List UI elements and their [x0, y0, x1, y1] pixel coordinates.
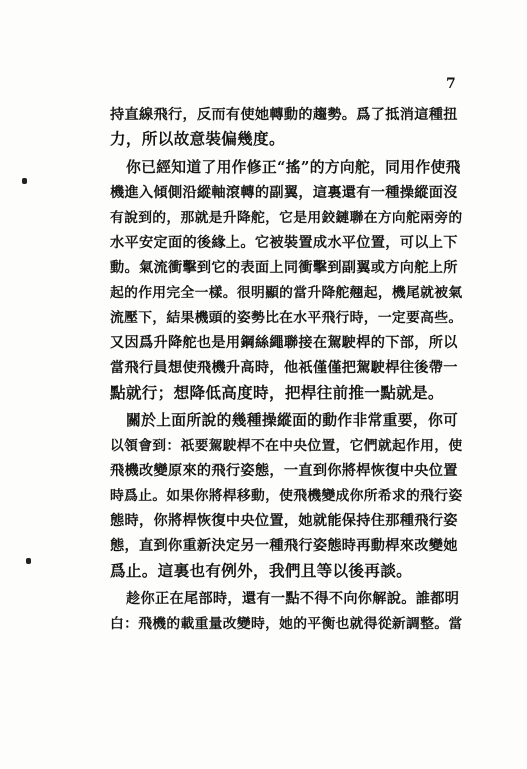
text-line: 點就行；想降低高度時，把桿往前推一點就是。 — [110, 383, 444, 402]
text-line: 趁你正在尾部時，還有一點不得不向你解說。誰都明 — [126, 591, 460, 607]
text-line: 有說到的，那就是升降舵，它是用鉸鏈聯在方向舵兩旁的 — [110, 210, 463, 226]
text-line: 流壓下，結果機頭的姿勢比在水平飛行時，一定要高些。 — [110, 310, 463, 326]
text-line: 你已經知道了用作修正“搖”的方向舵，同用作使飛 — [126, 159, 461, 176]
margin-speck — [26, 558, 31, 564]
text-line: 力，所以故意裝偏幾度。 — [110, 129, 285, 148]
text-line: 水平安定面的後緣上。它被裝置成水平位置，可以上下 — [110, 235, 458, 251]
text-line: 白：飛機的載重量改變時，她的平衡也就得從新調整。當 — [110, 616, 463, 632]
page-number: 7 — [446, 76, 456, 92]
text-line: 持直線飛行，反而有使她轉動的趨勢。爲了抵消這種扭 — [110, 107, 458, 123]
text-line: 起的作用完全一樣。很明顯的當升降舵翹起，機尾就被氣 — [110, 285, 463, 301]
text-line: 關於上面所說的幾種操縱面的動作非常重要，你可 — [126, 412, 459, 429]
text-line: 當飛行員想使飛機升高時，他祇僅僅把駕駛桿往後帶一 — [110, 360, 458, 376]
text-line: 以領會到：祇要駕駛桿不在中央位置，它們就起作用，使 — [110, 438, 463, 454]
text-line: 態，直到你重新決定另一種飛行姿態時再動桿來改變她 — [110, 538, 458, 554]
margin-speck — [22, 178, 27, 184]
text-line: 飛機改變原來的飛行姿態，一直到你將桿恢復中央位置 — [110, 463, 458, 479]
text-line: 態時，你將桿恢復中央位置，她就能保持住那種飛行姿 — [110, 513, 458, 529]
text-line: 時爲止。如果你將桿移動，使飛機變成你所希求的飛行姿 — [110, 488, 463, 504]
text-line: 動。氣流衝擊到它的表面上同衝擊到副翼或方向舵上所 — [110, 260, 458, 276]
text-line: 爲止。這裏也有例外，我們且等以後再談。 — [110, 561, 412, 580]
text-line: 機進入傾側沿縱軸滾轉的副翼，這裏還有一種操縱面沒 — [110, 185, 458, 201]
text-line: 又因爲升降舵也是用鋼絲繩聯接在駕駛桿的下部，所以 — [110, 335, 458, 351]
